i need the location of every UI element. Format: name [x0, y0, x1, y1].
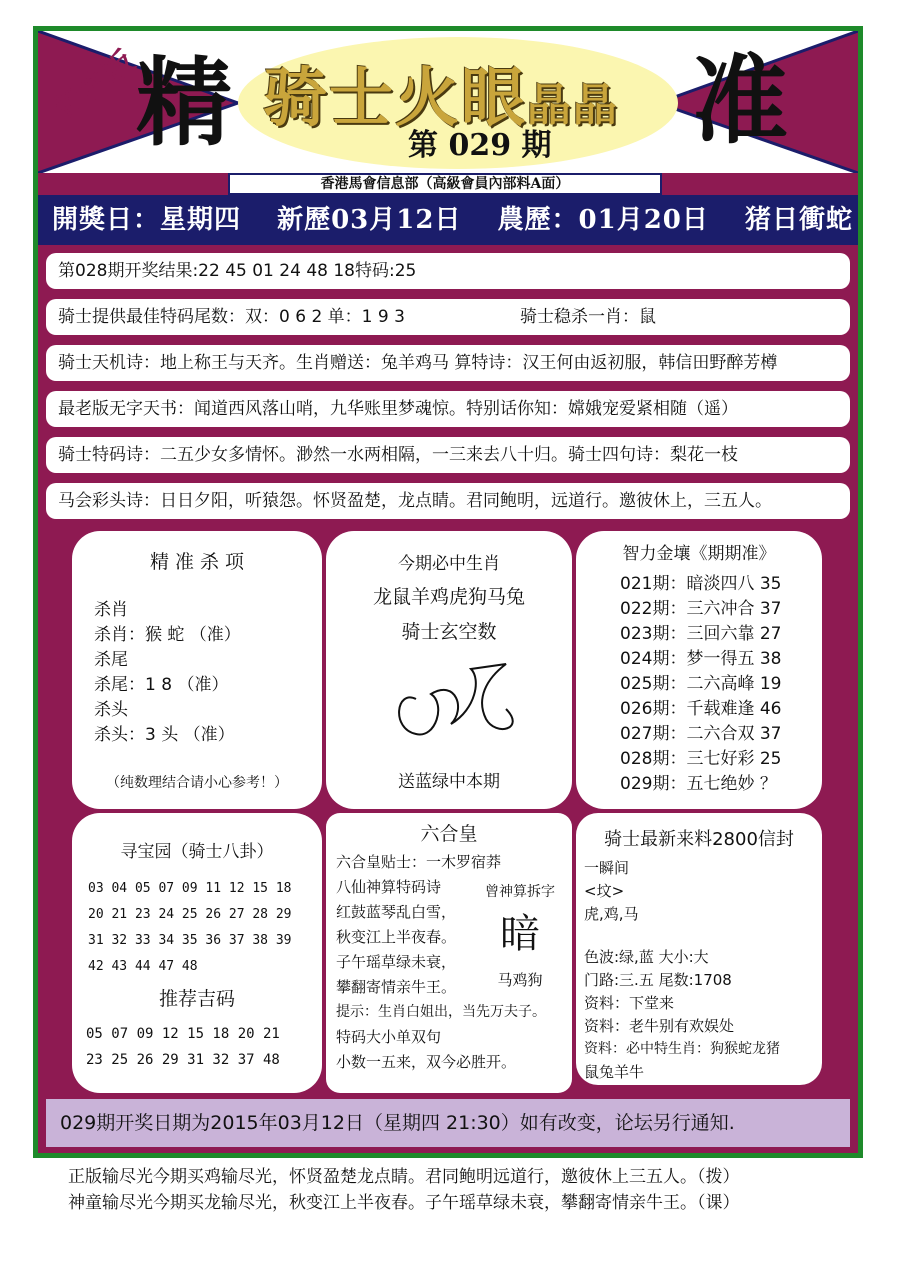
- footer-line: 正版输尽光今期买鸡输尽光，怀贤盈楚龙点睛。君同鲍明远道行，邀彼休上三五人。（拨）: [68, 1167, 740, 1187]
- split-char-zodiac: 马鸡狗: [497, 971, 543, 989]
- latest-line: 色波:绿,蓝 大小:大: [584, 948, 709, 966]
- wisdom-item: 027期：二六合双 37: [620, 724, 782, 744]
- treasure-row: 03 04 05 07 09 11 12 15 18: [88, 881, 292, 896]
- wisdom-item: 029期：五七绝妙 ？: [620, 774, 777, 794]
- title-left-char: 精: [136, 46, 232, 159]
- wisdom-item: 025期：二六高峰 19: [620, 674, 782, 694]
- kill-line: 杀头: [94, 700, 128, 720]
- recommend-row: 23 25 26 29 31 32 37 48: [86, 1052, 280, 1068]
- treasure-panel: [72, 813, 322, 1093]
- info-row: [46, 299, 850, 335]
- wisdom-item: 021期：暗淡四八 35: [620, 574, 782, 594]
- main-title: [263, 61, 619, 136]
- must-panel: [326, 531, 572, 809]
- latest-line: 资料：老牛别有欢娱处: [584, 1017, 735, 1035]
- kill-line: 杀肖：猴 蛇 （准）: [94, 625, 241, 645]
- footer-text: [68, 1164, 740, 1216]
- kill-line: 杀尾: [94, 650, 128, 670]
- liuhe-panel-title: 六合皇: [420, 823, 478, 845]
- kill-one-zodiac: 骑士稳杀一肖：鼠: [520, 307, 656, 327]
- main-title-text: 骑士火眼: [263, 61, 527, 136]
- latest-line: 鼠兔羊牛: [584, 1063, 645, 1081]
- info-row: 马会彩头诗：日日夕阳，听猿怨。怀贤盈楚，龙点睛。君同鲍明，远道行。邀彼休上，三五人。: [46, 483, 850, 519]
- must-footer: 送蓝绿中本期: [398, 772, 500, 792]
- header: [38, 31, 858, 173]
- latest-line: 虎,鸡,马: [584, 905, 639, 923]
- latest-line: [584, 926, 822, 946]
- authority-badge: 权威版: [48, 44, 142, 128]
- latest-line: 资料：下堂来: [584, 994, 675, 1012]
- split-char: 暗: [500, 911, 540, 957]
- liuhe-line: 八仙神算特码诗: [336, 878, 442, 896]
- kill-panel-title: 精 准 杀 项: [149, 551, 245, 573]
- solar-date: 新歷03月12日: [277, 205, 462, 235]
- liuhe-line: 秋变江上半夜春。: [336, 928, 457, 946]
- info-row: 第028期开奖结果:22 45 01 24 48 18特码:25: [46, 253, 850, 289]
- liuhe-line: 六合皇贴士：一木罗宿莽: [336, 853, 502, 871]
- latest-line: 资料：必中特生肖：狗猴蛇龙猪: [584, 1041, 780, 1057]
- liuhe-line: 攀翻寄情亲牛王。: [336, 978, 457, 996]
- kill-note: （纯数理结合请小心参考！）: [106, 775, 288, 791]
- liuhe-line: 子午瑶草绿未衰，: [336, 953, 457, 971]
- latest-panel: [576, 813, 822, 1085]
- liuhe-line: 红鼓蓝琴乱白雪，: [336, 903, 457, 921]
- draw-day: 開獎日：星期四: [52, 205, 242, 235]
- treasure-row: 20 21 23 24 25 26 27 28 29: [88, 907, 292, 922]
- latest-line: 一瞬间: [584, 859, 630, 877]
- info-row: 骑士天机诗：地上称王与天齐。生肖赠送：兔羊鸡马 算特诗：汉王何由返初服，韩信田野醉芳樽: [46, 345, 850, 381]
- liuhe-line: 小数一五来，双今必胜开。: [336, 1053, 517, 1071]
- subtitle-bar: 香港馬會信息部（高級會員內部料A面）: [228, 173, 662, 195]
- recommend-row: 05 07 09 12 15 18 20 21: [86, 1026, 280, 1042]
- info-row: 骑士特码诗：二五少女多情怀。渺然一水两相隔，一三来去八十归。骑士四句诗：梨花一枝: [46, 437, 850, 473]
- kill-line: 杀头：3 头 （准）: [94, 725, 235, 745]
- zodiac-day: 猪日衝蛇: [744, 205, 853, 235]
- wisdom-panel-title: 智力金壤《期期准》: [622, 544, 776, 564]
- signature-scribble: [386, 649, 526, 749]
- latest-line: 门路:三.五 尾数:1708: [584, 971, 732, 989]
- footer-line: 神童输尽光今期买龙输尽光，秋变江上半夜春。子午瑶草绿未衰，攀翻寄情亲牛王。（课）: [68, 1193, 740, 1213]
- must-zodiacs: 龙鼠羊鸡虎狗马兔: [372, 586, 525, 608]
- main-title-small: 晶晶: [527, 80, 619, 131]
- latest-panel-title: 骑士最新来料2800信封: [604, 829, 794, 850]
- latest-line: <坟>: [584, 882, 625, 900]
- split-char-title: 曾神算拆字: [485, 884, 555, 900]
- liuhe-panel: [326, 813, 572, 1093]
- wisdom-item: 022期：三六冲合 37: [620, 599, 782, 619]
- poster-frame: [33, 26, 863, 1158]
- treasure-row: 31 32 33 34 35 36 37 38 39: [88, 933, 292, 948]
- tail-numbers: 骑士提供最佳特码尾数：双：0 6 2 单：1 9 3: [58, 307, 405, 327]
- issue-number: 第 029 期: [408, 128, 552, 163]
- liuhe-line: 特码大小单双句: [336, 1028, 442, 1046]
- wisdom-item: 024期：梦一得五 38: [620, 649, 782, 669]
- wisdom-item: 028期：三七好彩 25: [620, 749, 782, 769]
- wisdom-panel: [576, 531, 822, 809]
- empty-number-label: 骑士玄空数: [401, 621, 497, 643]
- lunar-date: 農歷：01月20日: [497, 205, 709, 235]
- kill-line: 杀尾：1 8 （准）: [94, 675, 229, 695]
- draw-notice-bar: 029期开奖日期为2015年03月12日（星期四 21:30）如有改变，论坛另行通知.: [46, 1099, 850, 1147]
- treasure-row: 42 43 44 47 48: [88, 959, 198, 974]
- liuhe-line: 提示：生肖白姐出，当先万夫子。: [336, 1004, 546, 1020]
- info-row: 最老版无字天书：闻道西风落山哨，九华账里梦魂惊。特别话你知：嫦娥宠爱紧相随（遥）: [46, 391, 850, 427]
- wisdom-item: 026期：千载难逢 46: [620, 699, 782, 719]
- date-bar: [38, 195, 858, 245]
- kill-line: 杀肖: [94, 600, 128, 620]
- recommend-title: 推荐吉码: [158, 988, 235, 1010]
- title-right-char: 准: [692, 44, 788, 157]
- wisdom-item: 023期：三回六靠 27: [620, 624, 782, 644]
- must-panel-title: 今期必中生肖: [398, 554, 500, 574]
- treasure-panel-title: 寻宝园（骑士八卦）: [120, 842, 274, 862]
- kill-panel: [72, 531, 322, 809]
